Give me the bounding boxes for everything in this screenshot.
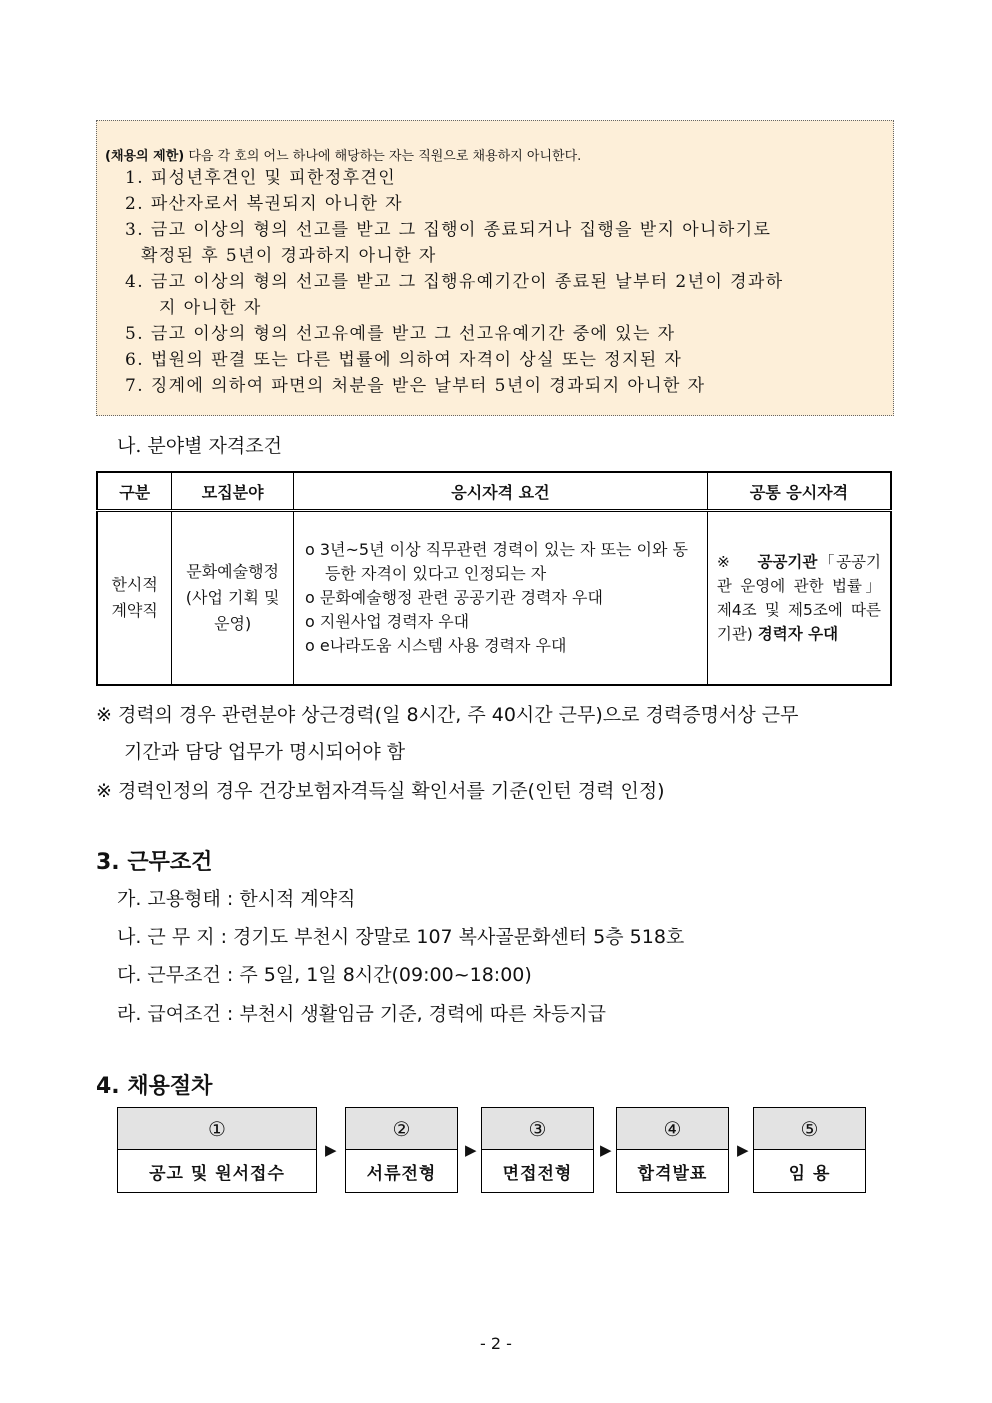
cell-common	[707, 511, 891, 686]
step-label: 합격발표	[637, 1164, 708, 1184]
list-item: o 3년~5년 이상 직무관련 경력이 있는 자 또는 이와 동등한 자격이 있다고 인정되는 자	[304, 540, 688, 583]
restriction-heading-bold: (채용의 제한)	[105, 149, 185, 164]
cell-category	[97, 511, 172, 686]
arrow-right-icon: ▶	[737, 1141, 749, 1159]
common-desc: 「공공기관 운영에 관한 법률」 제4조 및 제5조에 따른 기관)	[716, 553, 881, 643]
process-step-1	[117, 1107, 317, 1193]
arrow-right-icon: ▶	[465, 1141, 477, 1159]
restriction-item-2: 2. 파산자로서 복권되지 아니한 자	[125, 194, 403, 214]
process-step-5	[753, 1107, 866, 1193]
step-number: ⑤	[754, 1108, 865, 1150]
note-experience-cont: 기간과 담당 업무가 명시되어야 함	[124, 741, 406, 763]
step-label: 면접전형	[502, 1164, 573, 1184]
hiring-process-title: 4. 채용절차	[96, 1074, 213, 1099]
restriction-item-7: 7. 징계에 의하여 파면의 처분을 받은 날부터 5년이 경과되지 아니한 자	[125, 376, 706, 396]
note-insurance: ※ 경력인정의 경우 건강보험자격득실 확인서를 기준(인턴 경력 인정)	[96, 780, 665, 802]
work-condition-salary: 라. 급여조건 : 부천시 생활임금 기준, 경력에 따른 차등지급	[117, 1003, 606, 1025]
field-line: 문화예술행정	[186, 562, 280, 581]
step-number: ③	[482, 1108, 593, 1150]
header-common: 공통 응시자격	[707, 472, 891, 511]
restriction-item-6: 6. 법원의 판결 또는 다른 법률에 의하여 자격이 상실 또는 정지된 자	[125, 350, 683, 370]
step-number: ②	[346, 1108, 457, 1150]
list-item: o 문화예술행정 관련 공공기관 경력자 우대	[304, 588, 603, 607]
restriction-item-4: 4. 금고 이상의 형의 선고를 받고 그 집행유예기간이 종료된 날부터 2년이 경과하	[125, 272, 784, 292]
common-bold-pref: 경력자 우대	[757, 625, 839, 643]
qualification-title: 나. 분야별 자격조건	[117, 435, 282, 457]
table-header-row	[97, 472, 891, 511]
restriction-item-1: 1. 피성년후견인 및 피한정후견인	[125, 168, 397, 188]
category-line: 한시적	[111, 575, 158, 594]
process-step-2	[345, 1107, 458, 1193]
restriction-box	[96, 120, 894, 416]
arrow-right-icon: ▶	[325, 1141, 337, 1159]
work-condition-type: 가. 고용형태 : 한시적 계약직	[117, 888, 356, 910]
restriction-item-4-cont: 지 아니한 자	[159, 298, 262, 318]
step-label: 공고 및 원서접수	[149, 1164, 285, 1184]
step-label: 서류전형	[366, 1164, 437, 1184]
common-mark: ※	[716, 553, 732, 571]
restriction-heading-text: 다음 각 호의 어느 하나에 해당하는 자는 직원으로 채용하지 아니한다.	[184, 149, 582, 164]
restriction-heading	[105, 145, 581, 164]
arrow-right-icon: ▶	[600, 1141, 612, 1159]
restriction-item-3-cont: 확정된 후 5년이 경과하지 아니한 자	[141, 246, 437, 266]
field-line: (사업 기획 및	[185, 588, 280, 607]
note-experience: ※ 경력의 경우 관련분야 상근경력(일 8시간, 주 40시간 근무)으로 경력증명서상 근무	[96, 704, 799, 726]
cell-requirements	[293, 511, 707, 686]
requirements-list	[295, 538, 706, 658]
category-line: 계약직	[111, 601, 158, 620]
list-item: o e나라도움 시스템 사용 경력자 우대	[304, 636, 567, 655]
header-requirements: 응시자격 요건	[293, 472, 707, 511]
header-category: 구분	[97, 472, 172, 511]
step-number: ①	[118, 1108, 316, 1150]
qualification-table	[96, 471, 892, 686]
process-step-3	[481, 1107, 594, 1193]
work-conditions-title: 3. 근무조건	[96, 850, 213, 875]
list-item: o 지원사업 경력자 우대	[304, 612, 470, 631]
table-row	[97, 511, 891, 686]
common-qualification-text	[709, 550, 889, 646]
restriction-item-5: 5. 금고 이상의 형의 선고유예를 받고 그 선고유예기간 중에 있는 자	[125, 324, 676, 344]
header-field: 모집분야	[172, 472, 294, 511]
field-line: 운영)	[214, 614, 252, 633]
cell-field	[172, 511, 294, 686]
work-condition-hours: 다. 근무조건 : 주 5일, 1일 8시간(09:00~18:00)	[117, 964, 532, 986]
work-condition-location: 나. 근 무 지 : 경기도 부천시 장말로 107 복사골문화센터 5층 518호	[117, 926, 685, 948]
common-bold-org: 공공기관	[757, 553, 818, 571]
page-number: - 2 -	[480, 1334, 512, 1353]
step-label: 임 용	[788, 1164, 831, 1184]
step-number: ④	[617, 1108, 728, 1150]
process-step-4	[616, 1107, 729, 1193]
restriction-item-3: 3. 금고 이상의 형의 선고를 받고 그 집행이 종료되거나 집행을 받지 아니하기로	[125, 220, 772, 240]
